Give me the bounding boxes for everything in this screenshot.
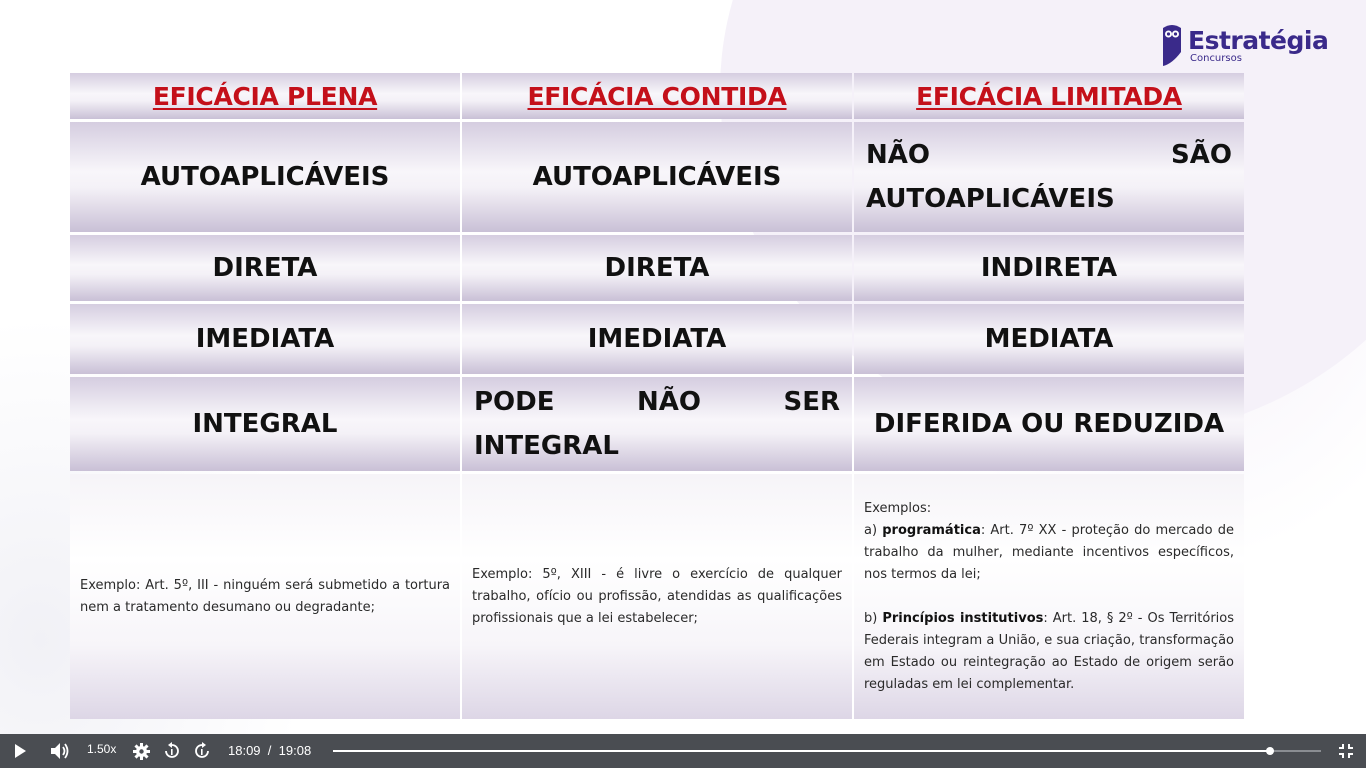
header-plena: EFICÁCIA PLENA — [70, 73, 460, 119]
current-time: 18:09 — [228, 743, 261, 758]
example-plena — [70, 474, 460, 719]
example-b-term: Princípios institutivos — [882, 610, 1044, 626]
example-b-prefix: b) — [864, 610, 878, 626]
rewind-button[interactable] — [163, 742, 181, 760]
example-plena-text: Exemplo: Art. 5º, III - ninguém será submetido a tortura nem a tratamento desumano ou degradante; — [80, 577, 450, 615]
example-limitada-intro: Exemplos: — [864, 500, 932, 516]
progress-handle[interactable] — [1266, 747, 1274, 755]
time-separator: / — [267, 743, 272, 758]
cell-limitada-aplicabilidade — [854, 122, 1244, 232]
forward-button[interactable] — [193, 742, 211, 760]
owl-icon — [1160, 24, 1184, 66]
example-a-prefix: a) — [864, 522, 878, 538]
play-button[interactable] — [12, 743, 28, 759]
example-a-term: programática — [882, 522, 981, 538]
header-limitada: EFICÁCIA LIMITADA — [854, 73, 1244, 119]
progress-track[interactable] — [333, 750, 1321, 752]
example-limitada-block — [864, 498, 1234, 696]
cell-contida-imediata: IMEDIATA — [462, 304, 852, 374]
volume-button[interactable] — [50, 742, 70, 760]
example-contida — [462, 474, 852, 719]
volume-icon — [50, 742, 70, 760]
exit-fullscreen-button[interactable] — [1338, 743, 1354, 759]
logo-subtitle: Concursos — [1190, 53, 1242, 64]
rewind-icon — [163, 742, 181, 760]
gear-icon — [133, 743, 150, 760]
exit-fullscreen-icon — [1338, 743, 1354, 759]
example-a-text: : Art. 7º XX - proteção do mercado de trabalho da mulher, mediante incentivos específicos, nos termos da lei; — [864, 522, 1234, 582]
settings-button[interactable] — [133, 743, 150, 760]
cell-contida-direta: DIRETA — [462, 235, 852, 301]
example-limitada-b — [864, 608, 1234, 696]
cell-plena-aplicabilidade: AUTOAPLICÁVEIS — [70, 122, 460, 232]
efficacy-table — [70, 73, 1244, 719]
cell-limitada-diferida: DIFERIDA OU REDUZIDA — [854, 377, 1244, 471]
example-limitada-a — [864, 520, 1234, 586]
time-display — [228, 743, 311, 758]
header-contida: EFICÁCIA CONTIDA — [462, 73, 852, 119]
cell-plena-imediata: IMEDIATA — [70, 304, 460, 374]
playback-speed-button[interactable]: 1.50x — [87, 742, 117, 756]
logo-title: Estratégia — [1188, 26, 1329, 55]
estrategia-logo — [1160, 24, 1328, 70]
example-limitada — [854, 474, 1244, 719]
cell-contida-integral-text: PODE NÃO SER INTEGRAL — [474, 387, 840, 461]
cell-limitada-indireta: INDIRETA — [854, 235, 1244, 301]
example-spacer — [864, 586, 1234, 608]
example-b-text: : Art. 18, § 2º - Os Territórios Federais integram a União, e sua criação, transformação em Estado ou reintegração ao Estado de origem serão reguladas em lei complementar. — [864, 610, 1235, 692]
progress-fill — [333, 750, 1270, 752]
cell-plena-integral: INTEGRAL — [70, 377, 460, 471]
cell-contida-integral — [462, 377, 852, 471]
example-contida-text: Exemplo: 5º, XIII - é livre o exercício de qualquer trabalho, ofício ou profissão, atendidas as qualificações profissionais que a lei estabelecer; — [472, 566, 842, 626]
cell-limitada-mediata: MEDIATA — [854, 304, 1244, 374]
cell-plena-direta: DIRETA — [70, 235, 460, 301]
duration: 19:08 — [278, 743, 312, 758]
forward-icon — [193, 742, 211, 760]
cell-contida-aplicabilidade: AUTOAPLICÁVEIS — [462, 122, 852, 232]
video-player-bar — [0, 734, 1366, 768]
cell-limitada-aplicabilidade-text: NÃO SÃO AUTOAPLICÁVEIS — [866, 140, 1232, 214]
play-icon — [12, 743, 28, 759]
